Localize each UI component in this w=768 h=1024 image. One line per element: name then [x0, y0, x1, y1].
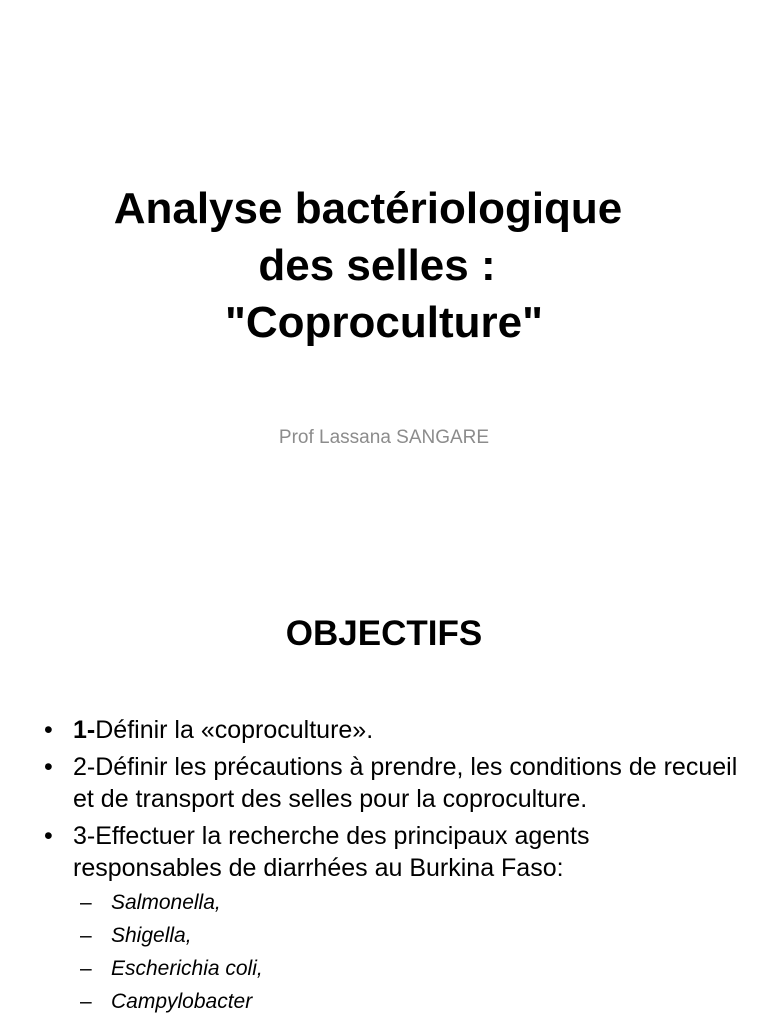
- objectives-heading: OBJECTIFS: [285, 614, 483, 653]
- objective-item: [44, 751, 744, 815]
- objective-text: Définir la «coproculture».: [95, 716, 374, 744]
- dash-icon: –: [80, 891, 92, 914]
- agent-name: Salmonella,: [111, 891, 221, 914]
- objective-number: 1-: [73, 716, 96, 744]
- slide-title: [0, 180, 768, 351]
- objective-text: 2-Définir les précautions à prendre, les conditions de recueil et de transport des selles pour la coproculture.: [73, 753, 738, 813]
- bullet-icon: •: [44, 822, 53, 850]
- objectives-list: [44, 714, 744, 1023]
- bullet-icon: •: [44, 716, 53, 744]
- objective-text: 3-Effectuer la recherche des principaux agents responsables de diarrhées au Burkina Faso:: [73, 822, 590, 882]
- dash-icon: –: [80, 990, 92, 1013]
- bullet-icon: •: [44, 753, 53, 781]
- objective-item: [44, 820, 744, 1018]
- dash-icon: –: [80, 957, 92, 980]
- agent-item: [80, 919, 744, 952]
- agent-name: Campylobacter: [111, 990, 253, 1013]
- agent-item: [80, 952, 744, 985]
- title-line: "Coproculture": [225, 298, 543, 347]
- title-line: des selles :: [258, 241, 496, 290]
- dash-icon: –: [80, 924, 92, 947]
- objective-item: [44, 714, 744, 746]
- agent-item: [80, 886, 744, 919]
- agent-name: Escherichia coli,: [111, 957, 263, 980]
- agent-item: [80, 985, 744, 1018]
- title-line: Analyse bactériologique: [113, 184, 623, 233]
- author-subtitle: Prof Lassana SANGARE: [278, 427, 490, 448]
- agents-list: [73, 886, 744, 1018]
- agent-name: Shigella,: [111, 924, 192, 947]
